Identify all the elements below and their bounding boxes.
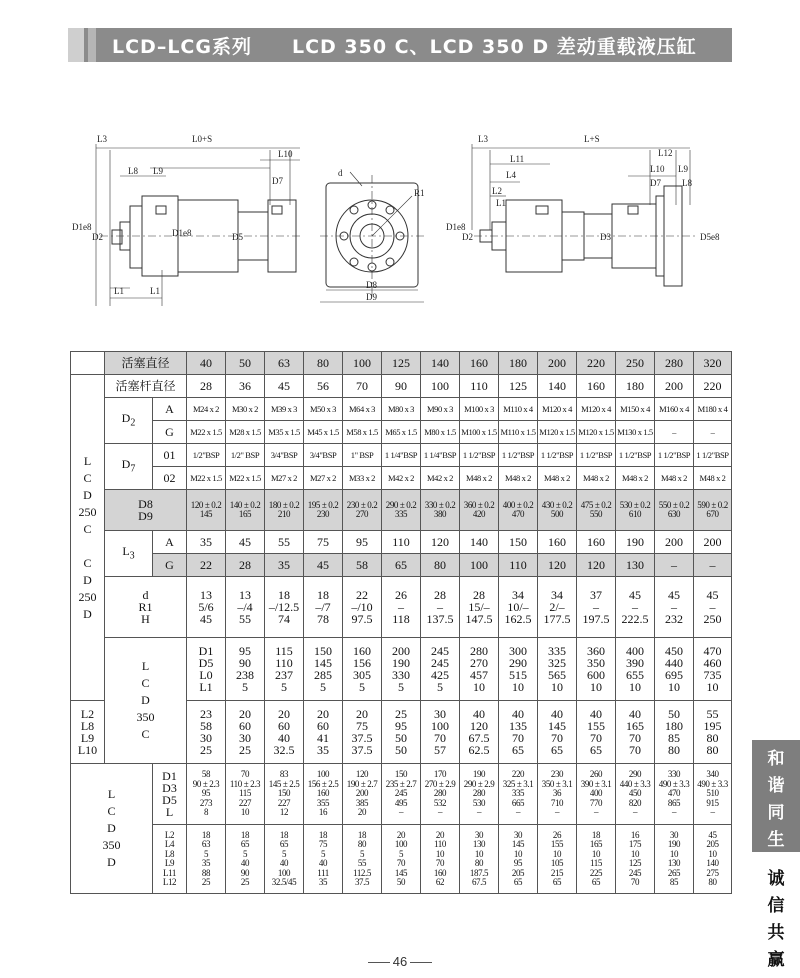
l3-g-cell: –: [694, 554, 732, 577]
d8-d9-cell: 180 ± 0.2 210: [265, 490, 304, 531]
lcd350d-cell: 220 325 ± 3.1 335 665 –: [499, 764, 538, 825]
lcd350c-cell: 160 156 305 5: [343, 638, 382, 701]
d8-d9-cell: 360 ± 0.2 420: [460, 490, 499, 531]
rod-diameter-cell: 140: [538, 375, 577, 398]
side-slogan-bottom-char: 共: [767, 923, 785, 943]
lcd350d-cell: 20 110 10 70 160 62: [421, 825, 460, 894]
d8-d9-cell: 550 ± 0.2 630: [655, 490, 694, 531]
lcd350d-cell: 26 155 10 105 215 65: [538, 825, 577, 894]
d7-02-label: 02: [153, 467, 187, 490]
d2-a-cell: M90 x 3: [421, 398, 460, 421]
dim-d: d: [338, 168, 343, 178]
d7-02-cell: M48 x 2: [616, 467, 655, 490]
lcd350c-sublabels: L2 L8 L9 L10: [71, 701, 105, 764]
d2-g-cell: M120 x 1.5: [577, 421, 616, 444]
l3-g-label: G: [153, 554, 187, 577]
l3-g-cell: 35: [265, 554, 304, 577]
d8-d9-cell: 590 ± 0.2 670: [694, 490, 732, 531]
lcd350d-cell: 330 490 ± 3.3 470 865 –: [655, 764, 694, 825]
d8-d9-cell: 430 ± 0.2 500: [538, 490, 577, 531]
dim-d8: D8: [366, 280, 377, 290]
dim-d2-left: D2: [92, 232, 103, 242]
l3-g-cell: 65: [382, 554, 421, 577]
dim-d7-left: D7: [272, 176, 283, 186]
lcd350c-cell: 200 190 330 5: [382, 638, 421, 701]
l3-g-cell: 22: [187, 554, 226, 577]
piston-diameter-cell: 200: [538, 352, 577, 375]
piston-diameter-cell: 50: [226, 352, 265, 375]
l3-a-cell: 55: [265, 531, 304, 554]
lcd350d-sublabels: D1 D3 D5 L: [153, 764, 187, 825]
dim-d1e8-left: D1e8: [72, 222, 92, 232]
lcd350d-cell: 16 175 10 125 245 70: [616, 825, 655, 894]
d7-01-row: [71, 444, 732, 467]
lcd350d-cell: 83 145 ± 2.5 150 227 12: [265, 764, 304, 825]
d2-a-cell: M30 x 2: [226, 398, 265, 421]
dim-d9: D9: [366, 292, 377, 302]
dim-l10-left: L10: [278, 149, 293, 159]
dim-l11: L11: [510, 154, 525, 164]
piston-diameter-row: [71, 352, 732, 375]
d-r1-h-label: d R1 H: [105, 577, 187, 638]
d7-01-label: 01: [153, 444, 187, 467]
lcd350c-cell: 20 60 40 32.5: [265, 701, 304, 764]
spec-table: [70, 351, 732, 894]
lcd350c-cell: 25 95 50 50: [382, 701, 421, 764]
rod-diameter-cell: 200: [655, 375, 694, 398]
dim-l9-right: L9: [678, 164, 688, 174]
rod-diameter-cell: 28: [187, 375, 226, 398]
l3-a-cell: 140: [460, 531, 499, 554]
corner-blank: [71, 352, 105, 375]
piston-diameter-cell: 63: [265, 352, 304, 375]
d2-a-cell: M50 x 3: [304, 398, 343, 421]
lcd350c-label: L C D 350 C: [105, 638, 187, 764]
lcd350d-cell: 70 110 ± 2.3 115 227 10: [226, 764, 265, 825]
d-r1-h-cell: 37 – 197.5: [577, 577, 616, 638]
d7-02-row: [71, 467, 732, 490]
dim-l8-left: L8: [128, 166, 138, 176]
piston-diameter-cell: 180: [499, 352, 538, 375]
side-slogan-top-char: 和: [767, 749, 785, 769]
d7-01-cell: 1 1/2"BSP: [616, 444, 655, 467]
d7-02-cell: M27 x 2: [265, 467, 304, 490]
d2-g-cell: –: [694, 421, 732, 444]
d2-a-cell: M120 x 4: [538, 398, 577, 421]
d-r1-h-cell: 18 –/12.5 74: [265, 577, 304, 638]
dim-d1e8-left-2: D1e8: [172, 228, 192, 238]
d7-01-cell: 1 1/2"BSP: [655, 444, 694, 467]
piston-diameter-cell: 40: [187, 352, 226, 375]
d7-02-cell: M48 x 2: [538, 467, 577, 490]
lcd350d-cell: 120 190 ± 2.7 200 385 20: [343, 764, 382, 825]
l3-g-cell: 100: [460, 554, 499, 577]
d7-01-cell: 1 1/4"BSP: [421, 444, 460, 467]
rod-diameter-cell: 45: [265, 375, 304, 398]
lcd350c-cell: 95 90 238 5: [226, 638, 265, 701]
d2-a-row: [71, 398, 732, 421]
l3-a-cell: 150: [499, 531, 538, 554]
d2-g-cell: M28 x 1.5: [226, 421, 265, 444]
d2-g-cell: M65 x 1.5: [382, 421, 421, 444]
d7-02-cell: M22 x 1.5: [187, 467, 226, 490]
piston-diameter-cell: 160: [460, 352, 499, 375]
lcd350c-cell: 40 145 70 65: [538, 701, 577, 764]
side-slogan-bottom-char: 诚: [767, 869, 785, 889]
d-r1-h-cell: 28 – 137.5: [421, 577, 460, 638]
side-slogan-bottom-char: 赢: [767, 950, 785, 970]
dim-l4: L4: [506, 170, 516, 180]
d7-02-cell: M22 x 1.5: [226, 467, 265, 490]
l3-g-cell: –: [655, 554, 694, 577]
l3-g-cell: 120: [577, 554, 616, 577]
lcd350c-cell: 300 290 515 10: [499, 638, 538, 701]
dim-l1-left-2: L1: [150, 286, 160, 296]
dim-d7-right: D7: [650, 178, 661, 188]
dim-l3-right: L3: [478, 134, 488, 144]
piston-diameter-cell: 220: [577, 352, 616, 375]
d2-a-cell: M80 x 3: [382, 398, 421, 421]
d-r1-h-cell: 34 10/– 162.5: [499, 577, 538, 638]
lcd350c-cell: 30 100 70 57: [421, 701, 460, 764]
d7-02-cell: M42 x 2: [382, 467, 421, 490]
lcd350d-cell: 30 130 10 80 187.5 67.5: [460, 825, 499, 894]
title-label: LCD 350 C、LCD 350 D 差动重载液压缸: [291, 36, 697, 58]
lcd350c-cell: 245 245 425 5: [421, 638, 460, 701]
lcd350d-cell: 230 350 ± 3.1 36 710 –: [538, 764, 577, 825]
dim-d5-left: D5: [232, 232, 243, 242]
lcd350d-cell: 170 270 ± 2.9 280 532 –: [421, 764, 460, 825]
rod-diameter-cell: 36: [226, 375, 265, 398]
d7-01-cell: 1 1/2"BSP: [538, 444, 577, 467]
l3-g-cell: 110: [499, 554, 538, 577]
lcd350d-cell: 45 205 10 140 275 80: [694, 825, 732, 894]
d7-01-cell: 1 1/2"BSP: [577, 444, 616, 467]
d-r1-h-cell: 45 – 232: [655, 577, 694, 638]
d8-d9-cell: 120 ± 0.2 145: [187, 490, 226, 531]
d7-01-cell: 1 1/2"BSP: [499, 444, 538, 467]
l3-a-cell: 160: [538, 531, 577, 554]
d2-g-cell: M45 x 1.5: [304, 421, 343, 444]
lcd350d-cell: 30 145 10 95 205 65: [499, 825, 538, 894]
d2-a-cell: M110 x 4: [499, 398, 538, 421]
lcd350c-cell: 40 165 70 70: [616, 701, 655, 764]
lcd350c-cell: 150 145 285 5: [304, 638, 343, 701]
l3-a-label: A: [153, 531, 187, 554]
lcd350d-cell: 20 100 5 70 145 50: [382, 825, 421, 894]
rod-diameter-cell: 110: [460, 375, 499, 398]
d7-01-cell: 1 1/2"BSP: [460, 444, 499, 467]
d7-02-cell: M48 x 2: [694, 467, 732, 490]
d2-a-cell: M150 x 4: [616, 398, 655, 421]
lcd350d-block-1: [71, 825, 732, 894]
piston-diameter-cell: 100: [343, 352, 382, 375]
side-slogan-top-char: 同: [767, 803, 785, 823]
d-r1-h-cell: 45 – 250: [694, 577, 732, 638]
lcd350c-cell: 280 270 457 10: [460, 638, 499, 701]
l3-a-cell: 200: [655, 531, 694, 554]
d8-d9-cell: 290 ± 0.2 335: [382, 490, 421, 531]
piston-diameter-cell: 80: [304, 352, 343, 375]
dim-l9-left: L9: [153, 166, 163, 176]
lcd350d-sublabels: L2 L4 L8 L9 L11 L12: [153, 825, 187, 894]
lcd350c-cell: 40 120 67.5 62.5: [460, 701, 499, 764]
l3-g-cell: 80: [421, 554, 460, 577]
rod-diameter-cell: 100: [421, 375, 460, 398]
lcd350c-cell: 400 390 655 10: [616, 638, 655, 701]
dim-d3-right: D3: [600, 232, 611, 242]
series-label: LCD–LCG系列: [112, 36, 252, 58]
d2-a-cell: M64 x 3: [343, 398, 382, 421]
piston-diameter-cell: 250: [616, 352, 655, 375]
lcd350d-cell: 290 440 ± 3.3 450 820 –: [616, 764, 655, 825]
l3-a-cell: 35: [187, 531, 226, 554]
dim-d1e8-right: D1e8: [446, 222, 466, 232]
d8-d9-cell: 400 ± 0.2 470: [499, 490, 538, 531]
rod-diameter-row: [71, 375, 732, 398]
lcd350d-cell: 150 235 ± 2.7 245 495 –: [382, 764, 421, 825]
d-r1-h-cell: 13 5/6 45: [187, 577, 226, 638]
d2-a-cell: M39 x 3: [265, 398, 304, 421]
d7-01-cell: 1" BSP: [343, 444, 382, 467]
lcd350d-cell: 18 80 5 55 112.5 37.5: [343, 825, 382, 894]
lcd350d-cell: 58 90 ± 2.3 95 273 8: [187, 764, 226, 825]
d7-02-cell: M48 x 2: [499, 467, 538, 490]
piston-diameter-cell: 140: [421, 352, 460, 375]
rod-diameter-cell: 125: [499, 375, 538, 398]
lcd350c-cell: 20 60 41 35: [304, 701, 343, 764]
lcd350c-cell: 55 195 80 80: [694, 701, 732, 764]
d2-g-cell: M100 x 1.5: [460, 421, 499, 444]
d-r1-h-cell: 26 – 118: [382, 577, 421, 638]
group-label-lcd250: L C D 250 C C D 250 D: [71, 375, 105, 701]
l3-g-cell: 130: [616, 554, 655, 577]
d7-02-cell: M48 x 2: [655, 467, 694, 490]
d8-d9-label: D8 D9: [105, 490, 187, 531]
d-r1-h-cell: 13 –/4 55: [226, 577, 265, 638]
l3-a-cell: 95: [343, 531, 382, 554]
d8-d9-cell: 230 ± 0.2 270: [343, 490, 382, 531]
d2-g-cell: M58 x 1.5: [343, 421, 382, 444]
d7-01-cell: 1/2"BSP: [187, 444, 226, 467]
lcd350d-cell: 100 156 ± 2.5 160 355 16: [304, 764, 343, 825]
rod-diameter-cell: 180: [616, 375, 655, 398]
d2-label: $D_2$: [105, 398, 153, 444]
l3-g-row: [71, 554, 732, 577]
rod-diameter-cell: 160: [577, 375, 616, 398]
d2-g-label: G: [153, 421, 187, 444]
d2-g-cell: M120 x 1.5: [538, 421, 577, 444]
l3-a-cell: 160: [577, 531, 616, 554]
piston-diameter-cell: 320: [694, 352, 732, 375]
dim-l8-right: L8: [682, 178, 692, 188]
lcd350d-cell: 340 490 ± 3.3 510 915 –: [694, 764, 732, 825]
d8-d9-cell: 475 ± 0.2 550: [577, 490, 616, 531]
lcd350d-label: L C D 350 D: [71, 764, 153, 894]
l3-g-cell: 58: [343, 554, 382, 577]
d2-a-label: A: [153, 398, 187, 421]
d-r1-h-cell: 45 – 222.5: [616, 577, 655, 638]
rod-diameter-cell: 90: [382, 375, 421, 398]
l3-g-cell: 28: [226, 554, 265, 577]
lcd350c-cell: 450 440 695 10: [655, 638, 694, 701]
d2-g-cell: M22 x 1.5: [187, 421, 226, 444]
lcd350d-cell: 260 390 ± 3.1 400 770 –: [577, 764, 616, 825]
rod-diameter-label: 活塞杆直径: [105, 375, 187, 398]
d2-g-cell: M130 x 1.5: [616, 421, 655, 444]
dim-l10-right: L10: [650, 164, 665, 174]
lcd350d-block-0: [71, 764, 732, 825]
rod-diameter-cell: 220: [694, 375, 732, 398]
d7-01-cell: 1 1/4"BSP: [382, 444, 421, 467]
d2-a-cell: M100 x 3: [460, 398, 499, 421]
lcd350d-cell: 30 190 10 130 265 85: [655, 825, 694, 894]
d8-d9-cell: 330 ± 0.2 380: [421, 490, 460, 531]
d7-02-cell: M42 x 2: [421, 467, 460, 490]
d8-d9-cell: 195 ± 0.2 230: [304, 490, 343, 531]
lcd350d-cell: 190 290 ± 2.9 280 530 –: [460, 764, 499, 825]
d2-g-cell: –: [655, 421, 694, 444]
lcd350c-sublabels: D1 D5 L0 L1: [187, 638, 226, 701]
l3-a-cell: 110: [382, 531, 421, 554]
l3-a-cell: 120: [421, 531, 460, 554]
page-number: 46: [392, 954, 408, 969]
d-r1-h-row: [71, 577, 732, 638]
side-slogan-top-char: 谐: [767, 776, 785, 796]
d2-g-cell: M35 x 1.5: [265, 421, 304, 444]
dim-l1-left: L1: [114, 286, 124, 296]
d-r1-h-cell: 18 –/7 78: [304, 577, 343, 638]
d2-a-cell: M120 x 4: [577, 398, 616, 421]
lcd350c-cell: 360 350 600 10: [577, 638, 616, 701]
l3-a-row: [71, 531, 732, 554]
technical-drawings: [0, 0, 800, 340]
drawing-lcd350c: [96, 144, 300, 306]
lcd350d-cell: 18 65 5 40 90 25: [226, 825, 265, 894]
dim-l0s: L0+S: [192, 134, 213, 144]
l3-a-cell: 75: [304, 531, 343, 554]
lcd350c-cell: 50 180 85 80: [655, 701, 694, 764]
l3-g-cell: 120: [538, 554, 577, 577]
d8-d9-row: [71, 490, 732, 531]
dim-d2-right: D2: [462, 232, 473, 242]
piston-diameter-cell: 280: [655, 352, 694, 375]
l3-a-cell: 200: [694, 531, 732, 554]
lcd350c-block-0: [71, 638, 732, 701]
d7-02-cell: M33 x 2: [343, 467, 382, 490]
l3-a-cell: 45: [226, 531, 265, 554]
lcd350c-cell: 40 135 70 65: [499, 701, 538, 764]
lcd350d-cell: 18 75 5 40 111 35: [304, 825, 343, 894]
d7-02-cell: M48 x 2: [460, 467, 499, 490]
d2-a-cell: M24 x 2: [187, 398, 226, 421]
d7-02-cell: M27 x 2: [304, 467, 343, 490]
l3-a-cell: 190: [616, 531, 655, 554]
d2-g-cell: M80 x 1.5: [421, 421, 460, 444]
lcd350c-cell: 20 75 37.5 37.5: [343, 701, 382, 764]
dim-l2: L2: [492, 186, 502, 196]
lcd350d-cell: 18 165 10 115 225 65: [577, 825, 616, 894]
dim-ls: L+S: [584, 134, 600, 144]
side-slogan-bottom-char: 信: [767, 896, 785, 916]
l3-g-cell: 45: [304, 554, 343, 577]
lcd350c-cell: 470 460 735 10: [694, 638, 732, 701]
d2-a-cell: M180 x 4: [694, 398, 732, 421]
dim-l1-right: L1: [496, 198, 506, 208]
lcd350c-cell: 40 155 70 65: [577, 701, 616, 764]
dim-l12: L12: [658, 148, 673, 158]
d7-01-cell: 3/4"BSP: [265, 444, 304, 467]
d8-d9-cell: 530 ± 0.2 610: [616, 490, 655, 531]
d2-g-cell: M110 x 1.5: [499, 421, 538, 444]
d7-label: $D_7$: [105, 444, 153, 490]
side-slogan-top-char: 生: [767, 830, 785, 850]
d2-a-cell: M160 x 4: [655, 398, 694, 421]
d7-01-cell: 1 1/2"BSP: [694, 444, 732, 467]
d8-d9-cell: 140 ± 0.2 165: [226, 490, 265, 531]
rod-diameter-cell: 70: [343, 375, 382, 398]
d7-01-cell: 1/2" BSP: [226, 444, 265, 467]
piston-diameter-label: 活塞直径: [105, 352, 187, 375]
lcd350c-cell: 335 325 565 10: [538, 638, 577, 701]
rod-diameter-cell: 56: [304, 375, 343, 398]
d-r1-h-cell: 28 15/– 147.5: [460, 577, 499, 638]
piston-diameter-cell: 125: [382, 352, 421, 375]
d7-02-cell: M48 x 2: [577, 467, 616, 490]
lcd350c-cell: 20 60 30 25: [226, 701, 265, 764]
d-r1-h-cell: 22 –/10 97.5: [343, 577, 382, 638]
dim-l3-left: L3: [97, 134, 107, 144]
d-r1-h-cell: 34 2/– 177.5: [538, 577, 577, 638]
lcd350c-cell: 23 58 30 25: [187, 701, 226, 764]
dim-d5e8-right: D5e8: [700, 232, 720, 242]
dim-r1: R1: [414, 188, 425, 198]
d7-01-cell: 3/4"BSP: [304, 444, 343, 467]
d2-g-row: [71, 421, 732, 444]
lcd350c-cell: 115 110 237 5: [265, 638, 304, 701]
l3-label: $L_3$: [105, 531, 153, 577]
lcd350d-cell: 18 63 5 35 88 25: [187, 825, 226, 894]
lcd350d-cell: 18 65 5 40 100 32.5/45: [265, 825, 304, 894]
